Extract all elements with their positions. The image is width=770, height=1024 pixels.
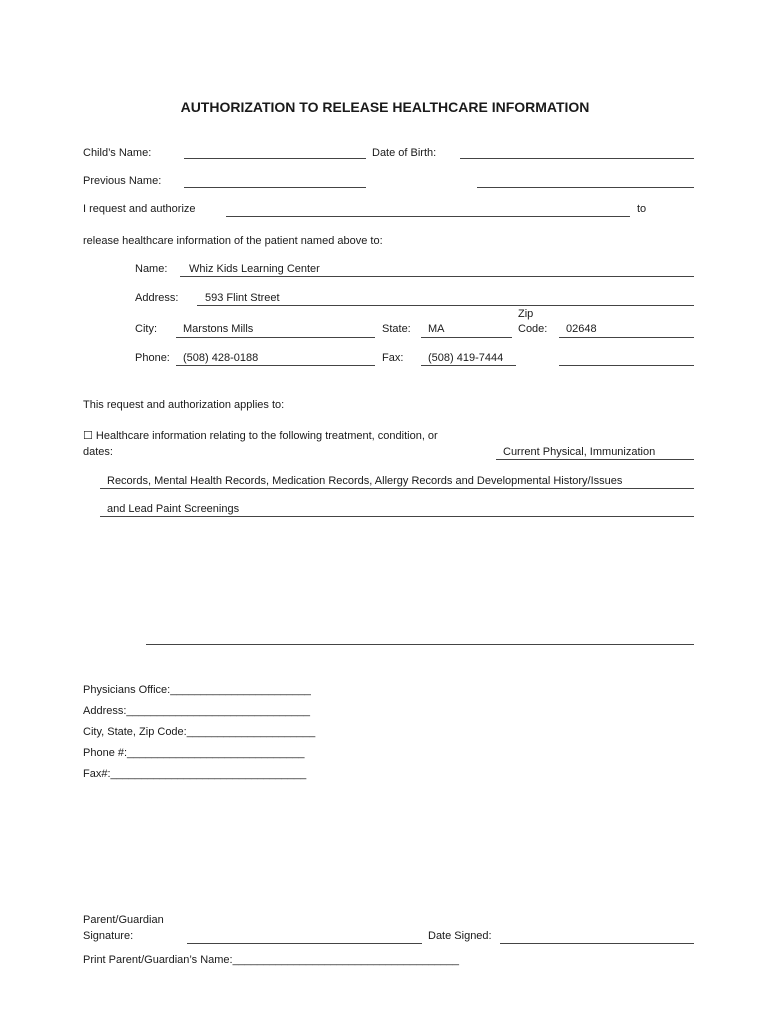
childs-name-field[interactable]: [184, 158, 366, 159]
fax-label: Fax:: [382, 352, 404, 364]
authorized-party-field[interactable]: [226, 216, 630, 217]
recipient-address-field[interactable]: [197, 305, 694, 306]
extra-field[interactable]: [559, 365, 694, 366]
physician-fax-field[interactable]: Fax#:________________________________: [83, 768, 307, 780]
healthcare-info-checkbox-label[interactable]: ☐ Healthcare information relating to the following treatment, condition, or: [83, 430, 438, 442]
applies-to-text: This request and authorization applies to:: [83, 399, 285, 411]
zip-label-bottom: Code:: [518, 323, 548, 335]
recipient-name-field[interactable]: [180, 276, 694, 277]
recipient-address-value: 593 Flint Street: [205, 292, 280, 304]
physician-city-state-zip-field[interactable]: City, State, Zip Code:_____________________: [83, 726, 316, 738]
previous-name-extra-field[interactable]: [477, 187, 694, 188]
physicians-office-field[interactable]: Physicians Office:_______________________: [83, 684, 311, 696]
physician-address-field[interactable]: Address:______________________________: [83, 705, 310, 717]
date-of-birth-field[interactable]: [460, 158, 694, 159]
date-signed-field[interactable]: [500, 943, 694, 944]
date-signed-label: Date Signed:: [428, 930, 492, 942]
recipient-city-field[interactable]: [176, 337, 375, 338]
physician-phone-field[interactable]: Phone #:_____________________________: [83, 747, 305, 759]
to-label: to: [637, 203, 647, 215]
date-of-birth-label: Date of Birth:: [372, 147, 437, 159]
treatment-line-3: and Lead Paint Screenings: [107, 503, 240, 515]
phone-label: Phone:: [135, 352, 170, 364]
recipient-state-value: MA: [428, 323, 445, 335]
recipient-phone-value: (508) 428-0188: [183, 352, 259, 364]
state-label: State:: [382, 323, 411, 335]
previous-name-label: Previous Name:: [83, 175, 162, 187]
treatment-line-1: Current Physical, Immunization: [503, 446, 656, 458]
recipient-name-value: Whiz Kids Learning Center: [189, 263, 320, 275]
recipient-fax-field[interactable]: [421, 365, 516, 366]
dates-label: dates:: [83, 446, 113, 458]
recipient-fax-value: (508) 419-7444: [428, 352, 504, 364]
form-title: AUTHORIZATION TO RELEASE HEALTHCARE INFORMATION: [180, 99, 590, 115]
print-name-field[interactable]: Print Parent/Guardian’s Name:_____________________________________: [83, 954, 459, 966]
treatment-field-1[interactable]: [496, 459, 694, 460]
zip-label-top: Zip: [518, 308, 534, 320]
name-label: Name:: [135, 263, 168, 275]
signature-label: Signature:: [83, 930, 134, 942]
parent-guardian-label: Parent/Guardian: [83, 914, 164, 926]
request-authorize-label: I request and authorize: [83, 203, 196, 215]
recipient-state-field[interactable]: [421, 337, 512, 338]
treatment-line-2: Records, Mental Health Records, Medication Records, Allergy Records and Developmental History/Issues: [107, 475, 623, 487]
treatment-field-3[interactable]: [100, 516, 694, 517]
treatment-field-2[interactable]: [100, 488, 694, 489]
recipient-zip-value: 02648: [566, 323, 597, 335]
signature-field[interactable]: [187, 943, 422, 944]
city-label: City:: [135, 323, 157, 335]
recipient-phone-field[interactable]: [176, 365, 375, 366]
recipient-city-value: Marstons Mills: [183, 323, 254, 335]
previous-name-field[interactable]: [184, 187, 366, 188]
address-label: Address:: [135, 292, 179, 304]
childs-name-label: Child’s Name:: [83, 147, 152, 159]
recipient-zip-field[interactable]: [559, 337, 694, 338]
additional-info-field[interactable]: [146, 644, 694, 645]
release-text: release healthcare information of the patient named above to:: [83, 235, 383, 247]
